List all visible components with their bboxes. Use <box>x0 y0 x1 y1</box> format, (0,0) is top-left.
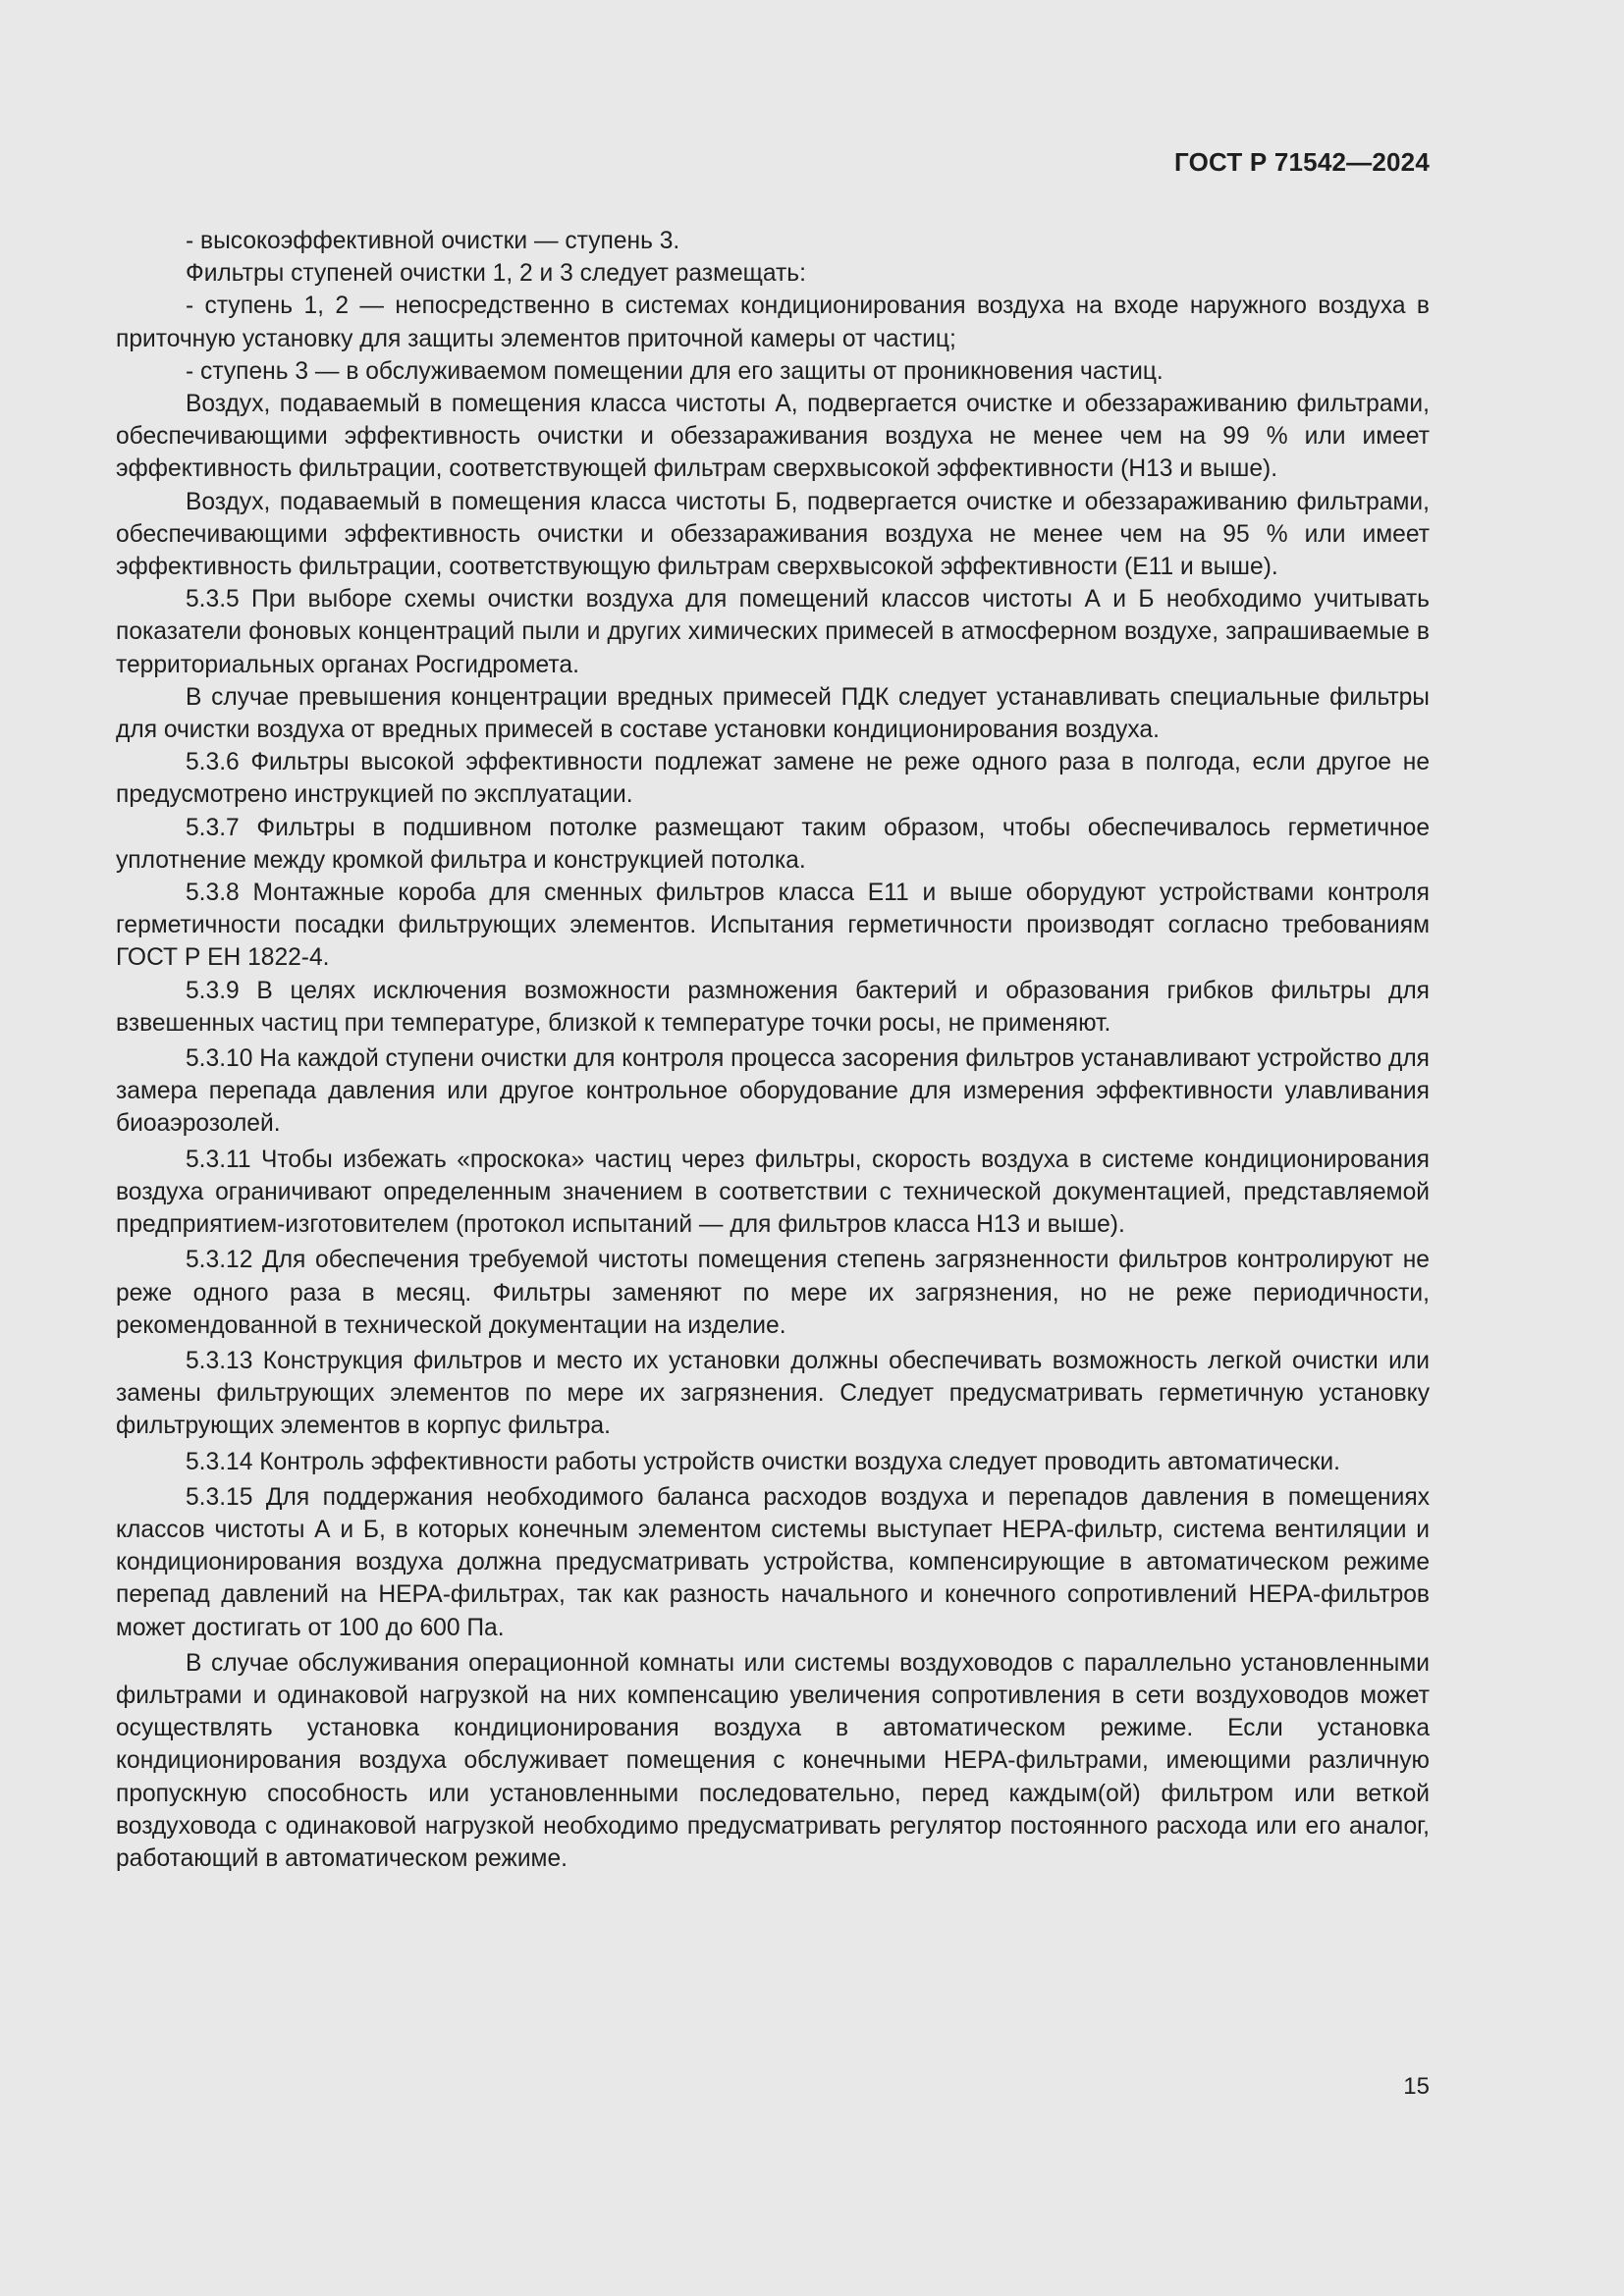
clause-5-3-5: 5.3.5 При выборе схемы очистки воздуха для помещений классов чистоты А и Б необходимо учитывать показатели фоновых концентраций пыли и других химических примесей в атмосферном воздухе, запрашиваемые в территориальных органах Росгидромета. <box>116 586 1430 678</box>
paragraph-list-item-stage-3-room: - ступень 3 — в обслуживаемом помещении для его защиты от проникновения частиц. <box>186 357 1164 385</box>
paragraph-list-item-stage-1-2: - ступень 1, 2 — непосредственно в системах кондиционирования воздуха на входе наружного воздуха в приточную установку для защиты элементов приточной камеры от частиц; <box>116 293 1430 352</box>
clause-5-3-8: 5.3.8 Монтажные короба для сменных фильтров класса Е11 и выше оборудуют устройствами контроля герметичности посадки фильтрующих элементов. Испытания герметичности производят согласно требованиям ГОСТ Р ЕН 1822-4. <box>116 880 1430 972</box>
paragraph-operating-room: В случае обслуживания операционной комнаты или системы воздуховодов с параллельно установленными фильтрами и одинаковой нагрузкой на них компенсацию увеличения сопротивления в сети воздуховодов может осуществлять установка кондиционирования воздуха в автоматическом режиме. Если установка кондиционирования воздуха обслуживает помещения с конечными НЕРА-фильтрами, имеющими различную пропускную способность или установленными последовательно, перед каждым(ой) фильтром или веткой воздуховода с одинаковой нагрузкой необходимо предусматривать регулятор постоянного расхода или его аналог, работающий в автоматическом режиме. <box>116 1649 1430 1872</box>
document-body <box>116 225 1430 1875</box>
clause-5-3-9: 5.3.9 В целях исключения возможности размножения бактерий и образования грибков фильтры для взвешенных частиц при температуре, близкой к температуре точки росы, не применяют. <box>116 977 1430 1037</box>
clause-5-3-10: 5.3.10 На каждой ступени очистки для контроля процесса засорения фильтров устанавливают устройство для замера перепада давления или другое контрольное оборудование для измерения эффективности улавливания биоаэрозолей. <box>116 1045 1430 1138</box>
paragraph-class-b-air: Воздух, подаваемый в помещения класса чистоты Б, подвергается очистке и обеззараживанию фильтрами, обеспечивающими эффективность очистки и обеззараживания воздуха не менее чем на 95 % или имеет эффективность фильтрации, соответствующую фильтрам сверхвысокой эффективности (Е11 и выше). <box>116 488 1430 581</box>
clause-5-3-12: 5.3.12 Для обеспечения требуемой чистоты помещения степень загрязненности фильтров контролируют не реже одного раза в месяц. Фильтры заменяют по мере их загрязнения, но не реже периодичности, рекомендованной в технической документации на изделие. <box>116 1247 1430 1339</box>
paragraph-list-item-stage-3: - высокоэффективной очистки — ступень 3. <box>186 228 680 254</box>
clause-5-3-6: 5.3.6 Фильтры высокой эффективности подлежат замене не реже одного раза в полгода, если другое не предусмотрено инструкцией по эксплуатации. <box>116 749 1430 809</box>
paragraph-filter-placement: Фильтры ступеней очистки 1, 2 и 3 следует размещать: <box>186 260 806 288</box>
clause-5-3-14: 5.3.14 Контроль эффективности работы устройств очистки воздуха следует проводить автоматически. <box>186 1448 1340 1475</box>
clause-5-3-13: 5.3.13 Конструкция фильтров и место их установки должны обеспечивать возможность легкой очистки или замены фильтрующих элементов по мере их загрязнения. Следует предусматривать герметичную установку фильтрующих элементов в корпус фильтра. <box>116 1347 1430 1440</box>
clause-5-3-11: 5.3.11 Чтобы избежать «проскока» частиц через фильтры, скорость воздуха в системе кондиционирования воздуха ограничивают определенным значением в соответствии с технической документацией, представляемой предприятием-изготовителем (протокол испытаний — для фильтров класса Н13 и выше). <box>116 1146 1430 1239</box>
clause-5-3-15: 5.3.15 Для поддержания необходимого баланса расходов воздуха и перепадов давления в помещениях классов чистоты А и Б, в которых конечным элементом системы выступает НЕРА-фильтр, система вентиляции и кондиционирования воздуха должна предусматривать устройства, компенсирующие в автоматическом режиме перепад давлений на НЕРА-фильтрах, так как разность начального и конечного сопротивлений НЕРА-фильтров может достигать от 100 до 600 Па. <box>116 1483 1430 1641</box>
paragraph-class-a-air: Воздух, подаваемый в помещения класса чистоты А, подвергается очистке и обеззараживанию фильтрами, обеспечивающими эффективность очистки и обеззараживания воздуха не менее чем на 99 % или имеет эффективность фильтрации, соответствующей фильтрам сверхвысокой эффективности (Н13 и выше). <box>116 391 1430 483</box>
clause-5-3-7: 5.3.7 Фильтры в подшивном потолке размещают таким образом, чтобы обеспечивалось герметичное уплотнение между кромкой фильтра и конструкцией потолка. <box>116 814 1430 874</box>
paragraph-pdk-exceeded: В случае превышения концентрации вредных примесей ПДК следует устанавливать специальные фильтры для очистки воздуха от вредных примесей в составе установки кондиционирования воздуха. <box>116 683 1430 744</box>
page-number: 15 <box>1403 2073 1430 2100</box>
document-header: ГОСТ Р 71542—2024 <box>1174 147 1430 177</box>
